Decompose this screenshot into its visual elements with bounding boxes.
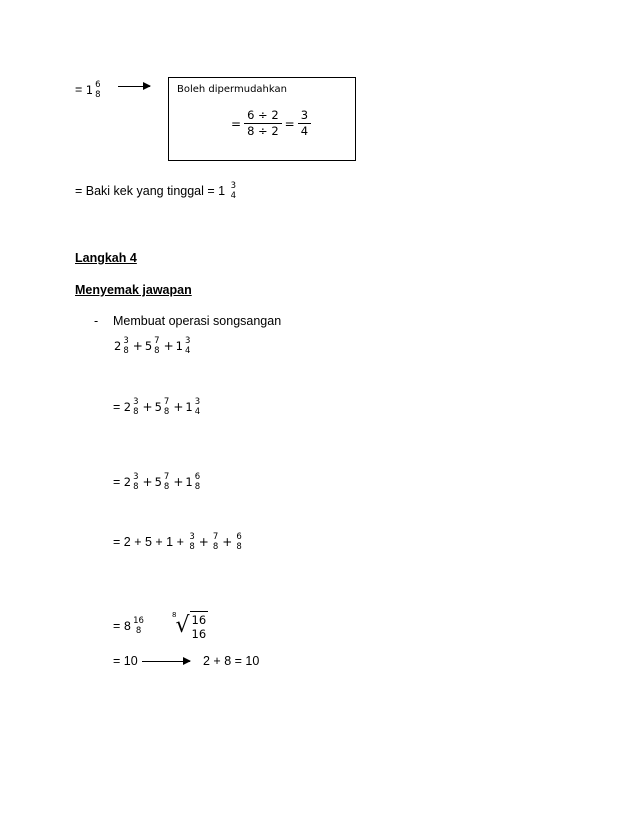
- radical-sign-icon: √: [175, 613, 190, 638]
- expression-3: = 2 3 8 + 5 7 8 + 1 6 8: [113, 472, 201, 492]
- fraction: $\frac{6 \div 2}{8 \div 2}$: [244, 108, 282, 139]
- bullet-text: Membuat operasi songsangan: [113, 314, 282, 328]
- step-heading: Langkah 4: [75, 251, 137, 265]
- bullet-dash: -: [94, 314, 99, 328]
- equals-sign: =: [75, 82, 83, 97]
- whole-number: 1: [85, 83, 94, 97]
- expression-4: = 2 + 5 + 1 + 3 8 + 7 8 + 6 8: [113, 532, 242, 552]
- expression-1: 2 3 8 + 5 7 8 + 1 3 4: [114, 336, 191, 356]
- line-mixed-result: [75, 80, 103, 100]
- expression-2: = 2 3 8 + 5 7 8 + 1 3 4: [113, 397, 201, 417]
- simplify-box: [168, 77, 356, 161]
- fraction: 3 4: [230, 181, 237, 201]
- line-remaining-cake: = Baki kek yang tinggal = 1 3 4: [75, 181, 237, 201]
- fraction: 6 8: [95, 80, 101, 100]
- simplify-expression: = $\frac{6 \div 2}{8 \div 2}$ = $\frac{3}{4}$: [229, 108, 312, 139]
- box-title: Boleh dipermudahkan: [177, 84, 287, 95]
- arrow-right-icon: [118, 86, 150, 87]
- expression-6-right: 2 + 8 = 10: [203, 654, 260, 668]
- fraction: $\frac{3}{4}$: [298, 108, 311, 139]
- root-fraction: 8 √ 16 16: [172, 611, 207, 641]
- section-heading: Menyemak jawapan: [75, 283, 192, 297]
- expression-5: = 8 16 8: [113, 616, 144, 636]
- arrow-right-icon: [142, 661, 190, 662]
- expression-6-left: = 10: [113, 654, 138, 668]
